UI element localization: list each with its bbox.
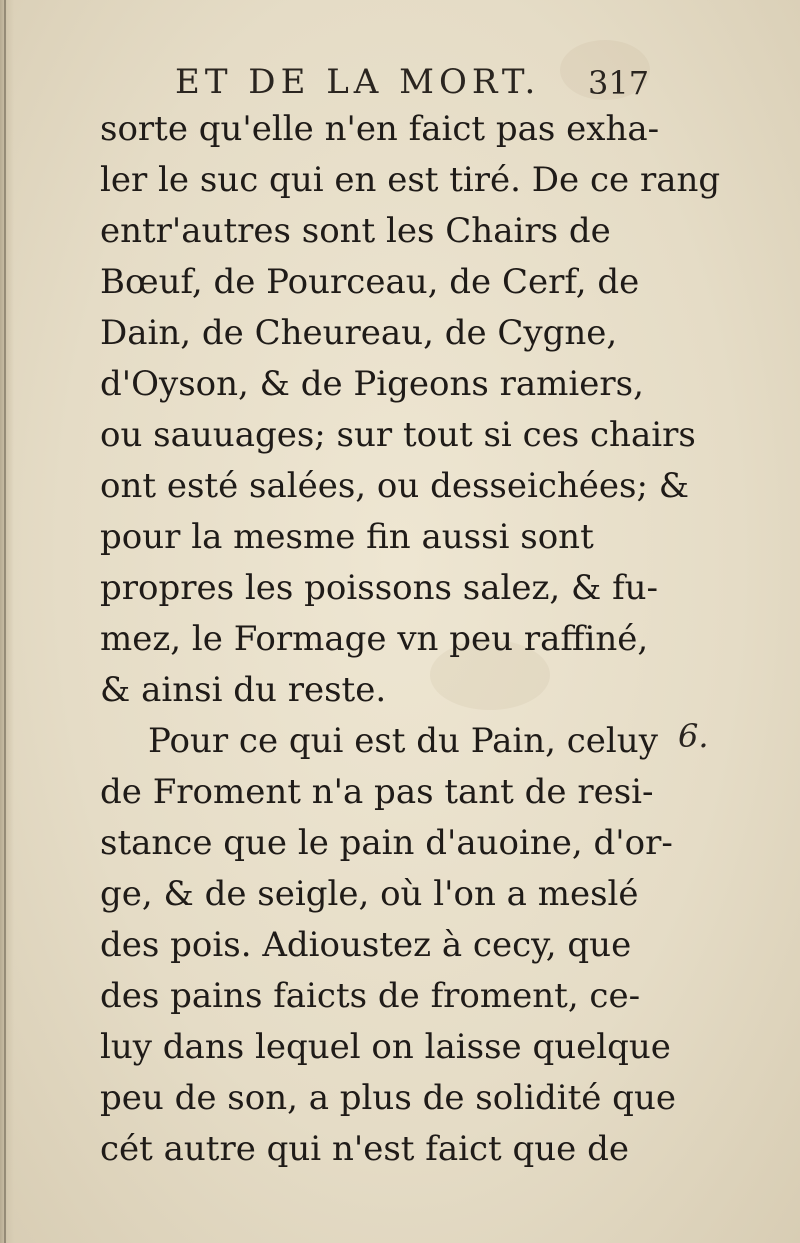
text-line: cét autre qui n'est faict que de [100,1129,629,1169]
text-line: Bœuf, de Pourceau, de Cerf, de [100,262,640,302]
text-line: Dain, de Cheureau, de Cygne, [100,313,618,353]
margin-note: 6. [678,717,709,755]
text-line: d'Oyson, & de Pigeons ramiers, [100,364,644,404]
body-text [100,104,721,1175]
text-line: pour la mesme fin aussi sont [100,517,594,557]
text-line: propres les poissons salez, & fu- [100,568,659,608]
text-line: ler le suc qui en est tiré. De ce rang [100,160,721,200]
running-head-title: ET DE LA MORT. [175,62,541,102]
text-line: mez, le Formage vn peu raffiné, [100,619,649,659]
page-binding-line [4,0,6,1243]
page-number: 317 [588,64,650,102]
text-line: des pains faicts de froment, ce- [100,976,641,1016]
text-line: stance que le pain d'auoine, d'or- [100,823,673,863]
page-binding-edge [0,0,14,1243]
text-line: de Froment n'a pas tant de resi- [100,772,654,812]
text-line: ge, & de seigle, où l'on a meslé [100,874,639,914]
text-line: peu de son, a plus de solidité que [100,1078,676,1118]
text-line: entr'autres sont les Chairs de [100,211,611,251]
text-line: sorte qu'elle n'en faict pas exha- [100,109,660,149]
text-line: ou sauuages; sur tout si ces chairs [100,415,696,455]
text-line: des pois. Adioustez à cecy, que [100,925,632,965]
text-line: & ainsi du reste. [100,670,387,710]
text-line: ont esté salées, ou desseichées; & [100,466,690,506]
paragraph-first-line: Pour ce qui est du Pain, celuy [148,721,658,761]
text-line: luy dans lequel on laisse quelque [100,1027,671,1067]
